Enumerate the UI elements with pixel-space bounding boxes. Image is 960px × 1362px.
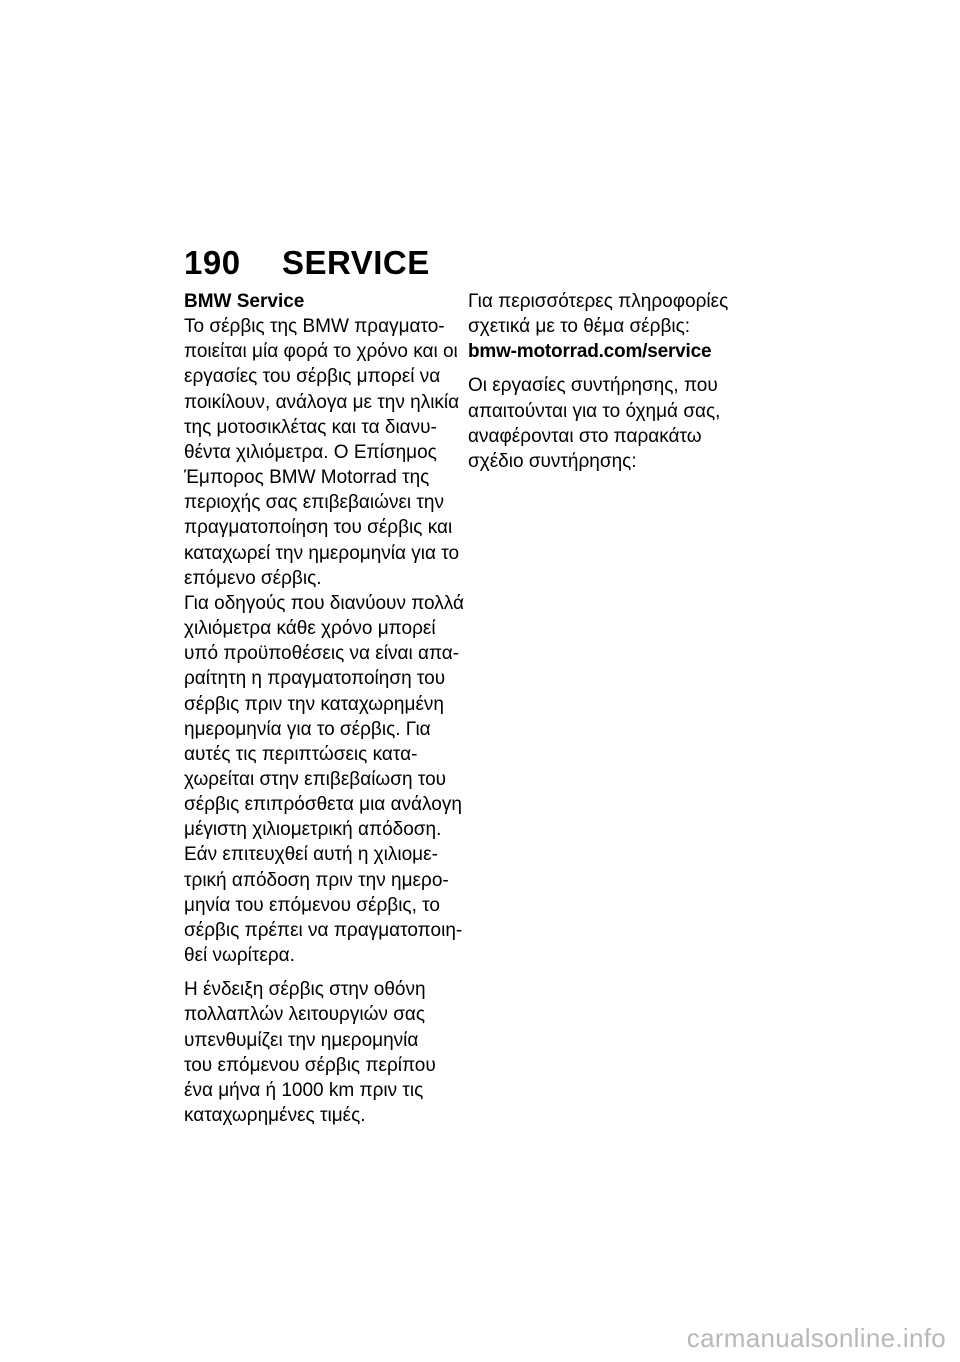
section-title: BMW Service (184, 291, 305, 312)
paragraph-service-indicator: Η ένδειξη σέρβις στην οθόνη πολλαπλών λειτουργιών σας υπενθυμίζει την ημερομηνία του επόμενου σέρβις περίπου ένα μήνα ή 1000 km πριν τις καταχωρημένες τιμές. (184, 979, 436, 1126)
page-header (184, 243, 430, 283)
paragraph-high-mileage: Για οδηγούς που διανύουν πολλά χιλιόμετρα κάθε χρόνο μπορεί υπό προϋποθέσεις να είναι απα- ραίτητη η πραγματοποίηση του σέρβις πριν την καταχωρημένη ημερομηνία για το σέρβις. Για αυτές τις περιπτώσεις κατα- χωρείται στην επιβεβαίωση του σέρβις επιπρόσθετα μια ανάλογη μέγιστη χιλιομετρική απόδοση. Εάν επιτευχθεί αυτή η χιλιομε- τρική απόδοση πριν την ημερο- μηνία του επόμενου σέρβις, το σέρβις πρέπει να πραγματοποιη- θεί νωρίτερα. (184, 592, 464, 967)
paragraph-maintenance: Οι εργασίες συντήρησης, που απαιτούνται για το όχημά σας, αναφέρονται στο παρακάτω σχέδιο συντήρησης: (468, 375, 721, 472)
chapter-title: SERVICE (282, 244, 430, 281)
watermark: carmanualsonline.info (686, 1323, 946, 1353)
paragraph-service-intro: Το σέρβις της BMW πραγματο- ποιείται μία φορά το χρόνο και οι εργασίες του σέρβις μπορεί να ποικίλουν, ανάλογα με την ηλικία της μοτοσικλέτας και τα διανυ- θέντα χιλιόμετρα. Ο Επίσημος Έμπορος BMW Motorrad της περιοχής σας επιβεβαιώνει την πραγματοποίηση του σέρβις και καταχωρεί την ημερομηνία για το επόμενο σέρβις. (184, 316, 460, 589)
left-column (184, 289, 464, 1128)
paragraph-more-info: Για περισσότερες πληροφορίες σχετικά με το θέμα σέρβις: (468, 291, 729, 338)
service-link[interactable]: bmw-motorrad.com/service (468, 341, 712, 363)
page-number: 190 (184, 244, 241, 281)
right-column (468, 289, 768, 474)
